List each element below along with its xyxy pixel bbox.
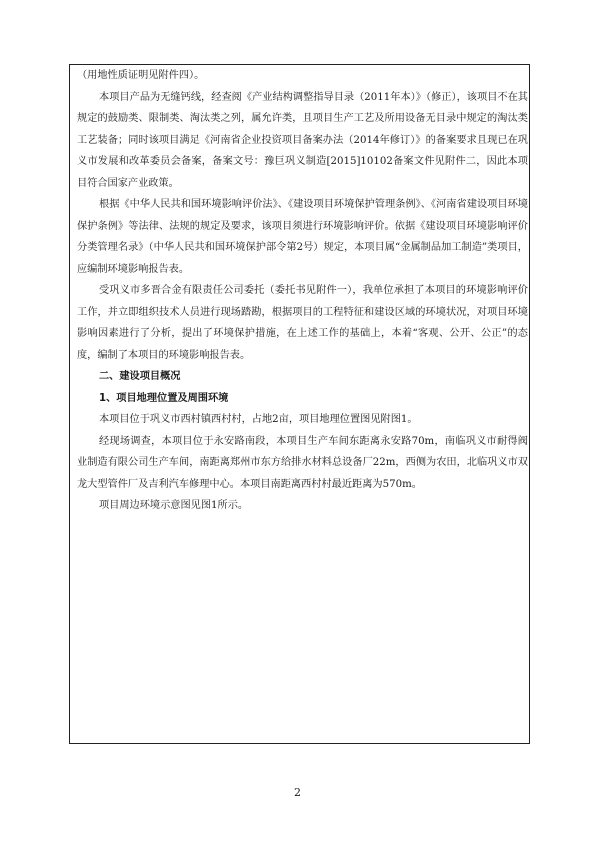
- page-number: 2: [294, 786, 301, 799]
- paragraph-surroundings: 经现场调查，本项目位于永安路南段，本项目生产车间东距离永安路70m，南临巩义市耐得阀业制造有限公司生产车间，南距离郑州市东方给排水材料总设备厂22m，西侧为农田，北临巩义市双龙大型管件厂及吉利汽车修理中心。本项目南距离西村村最近距离为570m。: [77, 435, 528, 490]
- subsection-heading-location: 1、项目地理位置及周围环境: [99, 392, 229, 404]
- paragraph-figure-reference: 项目周边环境示意图见图1所示。: [99, 500, 249, 511]
- section-heading-project-overview: 二、建设项目概况: [99, 371, 181, 382]
- paragraph-location: 本项目位于巩义市西村镇西村村，占地2亩，项目地理位置图见附图1。: [99, 414, 418, 425]
- paragraph-land-use-note: （用地性质证明见附件四）。: [77, 70, 205, 81]
- document-body: [77, 65, 528, 517]
- paragraph-industry-policy: 本项目产品为无缝钙线，经查阅《产业结构调整指导目录（2011年本）》（修正），该项目不在其规定的鼓励类、限制类、淘汰类之列，属允许类，且项目生产工艺及所用设备无目录中规定的淘汰类工艺装备；同时该项目满足《河南省企业投资项目备案办法（2014年修订）》的备案要求且现已在巩义市发展和改革委员会备案，备案文号：豫巨巩义制造[2015]10102备案文件见附件二，因此本项目符合国家产业政策。: [77, 91, 528, 189]
- paragraph-commission: 受巩义市多晋合金有限责任公司委托（委托书见附件一），我单位承担了本项目的环境影响评价工作，并立即组织技术人员进行现场踏勘，根据项目的工程特征和建设区域的环境状况，对项目环境影响因素进行了分析，提出了环境保护措施，在上述工作的基础上，本着“客观、公开、公正”的态度，编制了本项目的环境影响报告表。: [77, 285, 528, 361]
- paragraph-legal-basis: 根据《中华人民共和国环境影响评价法》、《建设项目环境保护管理条例》、《河南省建设项目环境保护条例》等法律、法规的规定及要求，该项目须进行环境影响评价。依据《建设项目环境影响评价分类管理名录》（中华人民共和国环境保护部令第2号）规定，本项目属“金属制品加工制造”类项目，应编制环境影响报告表。: [77, 199, 528, 275]
